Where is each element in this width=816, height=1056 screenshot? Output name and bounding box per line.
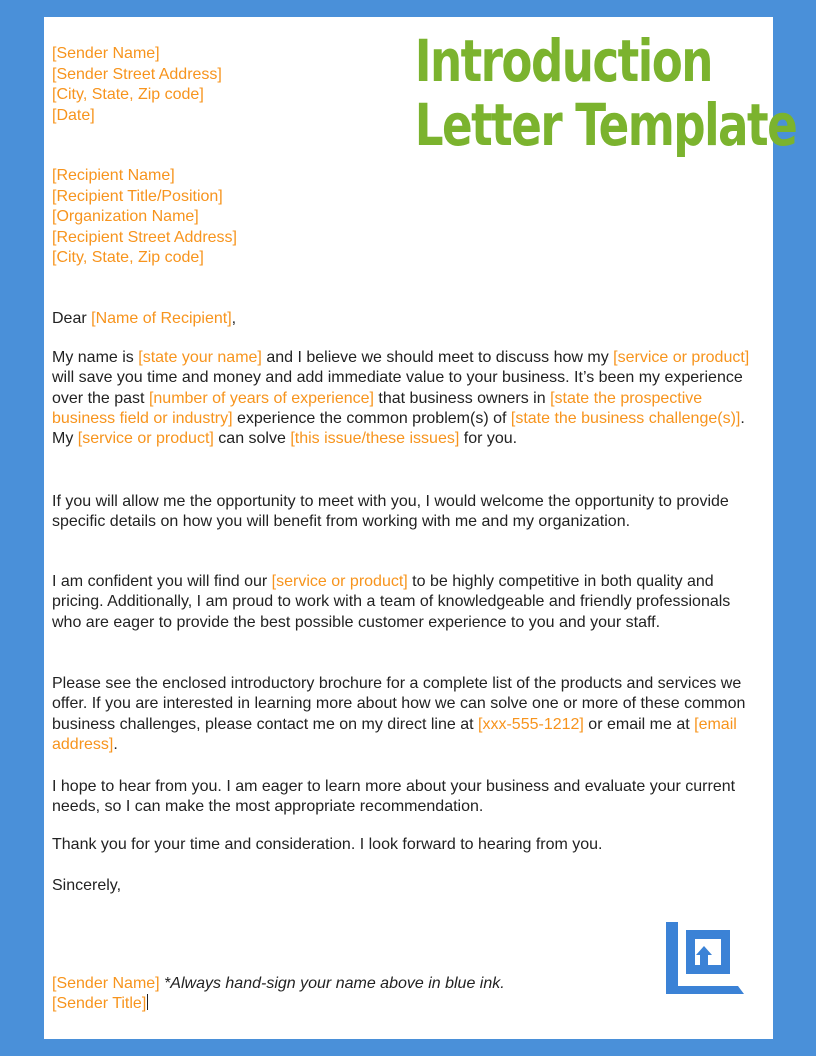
recipient-address-block: [52, 166, 237, 269]
letter-page: [44, 17, 797, 1039]
p1-text-5: experience the common problem(s) of: [232, 409, 511, 427]
p1-text-8: for you.: [459, 430, 518, 448]
p3-placeholder-service[interactable]: [service or product]: [271, 573, 408, 590]
sender-street[interactable]: [Sender Street Address]: [52, 65, 222, 83]
signature-block: [52, 974, 758, 1015]
p1-placeholder-years[interactable]: [number of years of experience]: [148, 389, 374, 407]
salutation-recipient-name[interactable]: [Name of Recipient]: [91, 310, 232, 327]
paragraph-opportunity: If you will allow me the opportunity to meet with you, I would welcome the opportunity to provide specific details on how you will benefit from working with me and my organization.: [52, 493, 729, 531]
paragraph-competitive: [52, 572, 758, 633]
sender-address-block: [52, 44, 222, 126]
p1-text-3: will save you time and money and add immediate value to your business. It’s been my experience over the past: [52, 369, 743, 407]
closing: Sincerely,: [52, 877, 122, 894]
p1-text-2: and I believe we should meet to discuss how my: [261, 349, 614, 366]
p1-placeholder-service-2[interactable]: [service or product]: [77, 430, 214, 448]
p1-placeholder-issue[interactable]: [this issue/these issues]: [290, 430, 460, 448]
p1-text-7: can solve: [213, 430, 291, 448]
recipient-name[interactable]: [Recipient Name]: [52, 167, 175, 184]
p4-text-1: Please see the enclosed introductory brochure for a complete list of the products and services we offer. If you are interested in learning more about how we can solve one or more of these common business challenges, please contact me on my direct line at: [52, 675, 746, 733]
p3-text-1: I am confident you will find our: [52, 573, 272, 590]
p1-placeholder-service[interactable]: [service or product]: [613, 349, 750, 366]
p4-placeholder-email[interactable]: [email address]: [52, 715, 737, 753]
letter-date[interactable]: [Date]: [52, 106, 95, 124]
sender-city[interactable]: [City, State, Zip code]: [52, 86, 204, 103]
p1-text-6: . My: [52, 409, 745, 448]
recipient-title[interactable]: [Recipient Title/Position]: [52, 187, 223, 205]
p1-text-1: My name is: [52, 349, 139, 366]
title-line-1: Introduction: [414, 27, 712, 95]
text-cursor: [147, 994, 148, 1010]
recipient-city[interactable]: [City, State, Zip code]: [52, 249, 204, 266]
paragraph-brochure: [52, 674, 758, 755]
recipient-organization[interactable]: [Organization Name]: [52, 208, 199, 225]
paragraph-introduction: [52, 348, 758, 449]
template-logo-icon: [664, 922, 746, 1004]
signature-title[interactable]: [Sender Title]: [52, 995, 147, 1013]
title-line-2: Letter Template: [414, 91, 797, 159]
p4-placeholder-phone[interactable]: [xxx-555-1212]: [478, 715, 584, 733]
p1-placeholder-challenge[interactable]: [state the business challenge(s)]: [510, 409, 741, 427]
paragraph-thanks: Thank you for your time and consideration. I look forward to hearing from you.: [52, 836, 603, 853]
salutation-comma: ,: [231, 310, 237, 327]
paragraph-hope: I hope to hear from you. I am eager to learn more about your business and evaluate your current needs, so I can make the most appropriate recommendation.: [52, 778, 736, 816]
signature-name[interactable]: [Sender Name]: [52, 975, 160, 992]
p3-text-2: to be highly competitive in both quality and pricing. Additionally, I am proud to work with a team of knowledgeable and friendly professionals who are eager to provide the best possible customer experience to you and your staff.: [52, 573, 731, 631]
p4-text-3: .: [113, 735, 118, 753]
sender-name[interactable]: [Sender Name]: [52, 45, 160, 62]
p1-text-4: that business owners in: [373, 389, 551, 407]
p4-text-2: or email me at: [583, 715, 695, 733]
salutation-dear: Dear: [52, 310, 92, 327]
signature-note: *Always hand-sign your name above in blue ink.: [159, 975, 505, 992]
recipient-street[interactable]: [Recipient Street Address]: [52, 228, 237, 246]
salutation: [52, 309, 758, 329]
p1-placeholder-industry[interactable]: [state the prospective business field or industry]: [52, 389, 703, 427]
p1-placeholder-name[interactable]: [state your name]: [138, 349, 262, 366]
page-title: [414, 27, 797, 159]
